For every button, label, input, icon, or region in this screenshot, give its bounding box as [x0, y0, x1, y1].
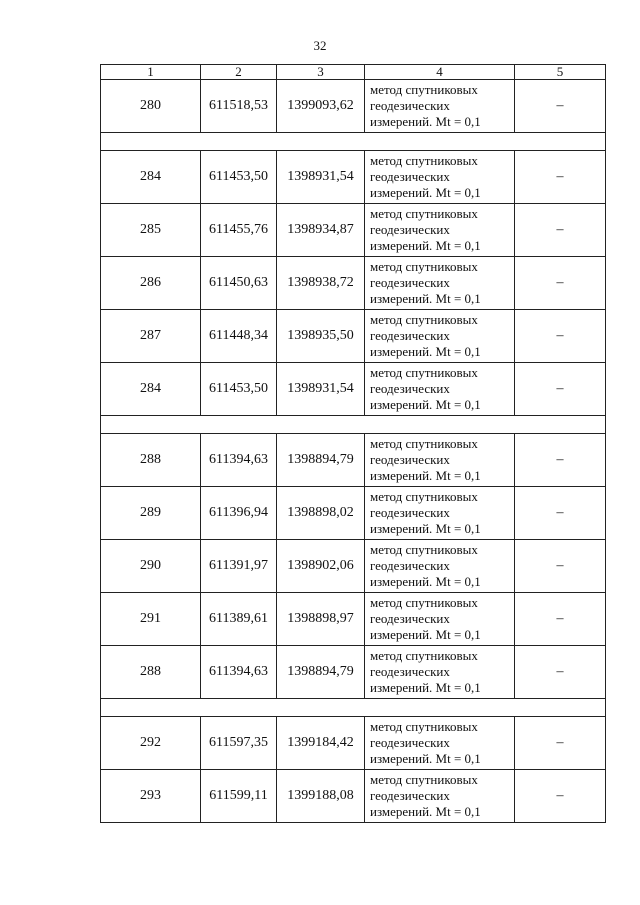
point-number-cell: 293: [101, 770, 201, 823]
x-coordinate-cell: 611389,61: [201, 593, 277, 646]
point-number-cell: 291: [101, 593, 201, 646]
method-cell: метод спутниковых геодезических измерений. Mt = 0,1: [365, 593, 515, 646]
header-col-4: 4: [365, 65, 515, 80]
note-cell: –: [515, 434, 606, 487]
y-coordinate-cell: 1398898,97: [277, 593, 365, 646]
point-number-cell: 289: [101, 487, 201, 540]
y-coordinate-cell: 1398902,06: [277, 540, 365, 593]
table-row: [101, 257, 606, 310]
x-coordinate-cell: 611453,50: [201, 363, 277, 416]
x-coordinate-cell: 611518,53: [201, 80, 277, 133]
x-coordinate-cell: 611394,63: [201, 434, 277, 487]
note-cell: –: [515, 310, 606, 363]
y-coordinate-cell: 1398931,54: [277, 151, 365, 204]
method-cell: метод спутниковых геодезических измерений. Mt = 0,1: [365, 540, 515, 593]
group-separator-cell: [101, 699, 606, 717]
table-row: [101, 717, 606, 770]
point-number-cell: 285: [101, 204, 201, 257]
method-cell: метод спутниковых геодезических измерений. Mt = 0,1: [365, 151, 515, 204]
x-coordinate-cell: 611599,11: [201, 770, 277, 823]
point-number-cell: 288: [101, 434, 201, 487]
note-cell: –: [515, 717, 606, 770]
header-col-3: 3: [277, 65, 365, 80]
method-cell: метод спутниковых геодезических измерений. Mt = 0,1: [365, 770, 515, 823]
header-col-2: 2: [201, 65, 277, 80]
note-cell: –: [515, 204, 606, 257]
point-number-cell: 284: [101, 363, 201, 416]
method-cell: метод спутниковых геодезических измерений. Mt = 0,1: [365, 363, 515, 416]
x-coordinate-cell: 611448,34: [201, 310, 277, 363]
y-coordinate-cell: 1398938,72: [277, 257, 365, 310]
y-coordinate-cell: 1398894,79: [277, 646, 365, 699]
x-coordinate-cell: 611597,35: [201, 717, 277, 770]
y-coordinate-cell: 1398931,54: [277, 363, 365, 416]
x-coordinate-cell: 611391,97: [201, 540, 277, 593]
method-cell: метод спутниковых геодезических измерений. Mt = 0,1: [365, 310, 515, 363]
table-row: [101, 310, 606, 363]
y-coordinate-cell: 1398894,79: [277, 434, 365, 487]
method-cell: метод спутниковых геодезических измерений. Mt = 0,1: [365, 646, 515, 699]
table-row: [101, 540, 606, 593]
group-separator-row: [101, 133, 606, 151]
page-number: 32: [313, 38, 327, 53]
group-separator-cell: [101, 416, 606, 434]
y-coordinate-cell: 1399093,62: [277, 80, 365, 133]
x-coordinate-cell: 611394,63: [201, 646, 277, 699]
table-row: [101, 151, 606, 204]
point-number-cell: 284: [101, 151, 201, 204]
method-cell: метод спутниковых геодезических измерений. Mt = 0,1: [365, 204, 515, 257]
table-row: [101, 487, 606, 540]
y-coordinate-cell: 1399188,08: [277, 770, 365, 823]
coordinates-table: [100, 64, 606, 823]
method-cell: метод спутниковых геодезических измерений. Mt = 0,1: [365, 257, 515, 310]
table-row: [101, 363, 606, 416]
note-cell: –: [515, 770, 606, 823]
note-cell: –: [515, 151, 606, 204]
note-cell: –: [515, 363, 606, 416]
point-number-cell: 292: [101, 717, 201, 770]
table-row: [101, 646, 606, 699]
x-coordinate-cell: 611453,50: [201, 151, 277, 204]
table-row: [101, 770, 606, 823]
y-coordinate-cell: 1398898,02: [277, 487, 365, 540]
group-separator-row: [101, 699, 606, 717]
x-coordinate-cell: 611455,76: [201, 204, 277, 257]
y-coordinate-cell: 1399184,42: [277, 717, 365, 770]
y-coordinate-cell: 1398935,50: [277, 310, 365, 363]
group-separator-row: [101, 416, 606, 434]
method-cell: метод спутниковых геодезических измерений. Mt = 0,1: [365, 487, 515, 540]
x-coordinate-cell: 611396,94: [201, 487, 277, 540]
point-number-cell: 290: [101, 540, 201, 593]
note-cell: –: [515, 257, 606, 310]
method-cell: метод спутниковых геодезических измерений. Mt = 0,1: [365, 717, 515, 770]
note-cell: –: [515, 593, 606, 646]
header-col-1: 1: [101, 65, 201, 80]
note-cell: –: [515, 540, 606, 593]
x-coordinate-cell: 611450,63: [201, 257, 277, 310]
point-number-cell: 287: [101, 310, 201, 363]
table-row: [101, 80, 606, 133]
point-number-cell: 280: [101, 80, 201, 133]
group-separator-cell: [101, 133, 606, 151]
note-cell: –: [515, 80, 606, 133]
note-cell: –: [515, 646, 606, 699]
table-row: [101, 204, 606, 257]
method-cell: метод спутниковых геодезических измерений. Mt = 0,1: [365, 80, 515, 133]
note-cell: –: [515, 487, 606, 540]
method-cell: метод спутниковых геодезических измерений. Mt = 0,1: [365, 434, 515, 487]
table-row: [101, 593, 606, 646]
y-coordinate-cell: 1398934,87: [277, 204, 365, 257]
header-row: [101, 65, 606, 80]
header-col-5: 5: [515, 65, 606, 80]
point-number-cell: 288: [101, 646, 201, 699]
table-body: [101, 65, 606, 823]
table-row: [101, 434, 606, 487]
point-number-cell: 286: [101, 257, 201, 310]
